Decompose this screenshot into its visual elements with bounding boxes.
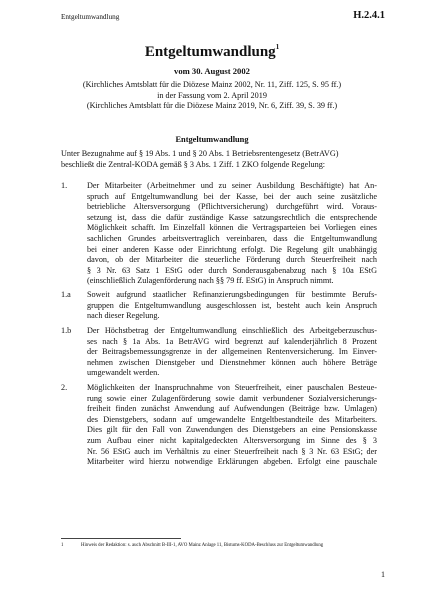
source-references [0, 80, 424, 112]
paragraph-line: Der Höchstbetrag der Entgeltumwandlung einschließlich des Arbeitgeberzuschus- [87, 326, 377, 335]
section-heading: Entgeltumwandlung [175, 135, 249, 144]
paragraph-line: des Dienstgebers, sodann auf umgewandelte Entgeltbestandteile des Mitarbeiters. [87, 414, 377, 424]
paragraph-line: rung sowie einer Zulagenförderung sowie damit verbundener Sozialversicherungs- [87, 393, 377, 403]
paragraph-line: (einschließlich Zulagenförderung nach §§ 79 ff. EStG) in Anspruch nimmt. [87, 276, 334, 286]
paragraph-1a [61, 290, 377, 322]
paragraph-line: umgewandelt werden. [87, 368, 160, 378]
paragraph-1b [61, 326, 377, 379]
paragraph-1 [61, 181, 377, 287]
paragraph-line: Mitarbeiter wird hierzu notwendige Erklärungen abgeben. Erfolgt eine pauschale [87, 457, 377, 467]
paragraph-line: bei einer anderen Kasse oder Einrichtung erfolgt. Die Regelung gilt unabhängig [87, 244, 377, 254]
paragraph-line: setzung ist, dass die dafür zuständige Kasse satzungsrechtlich die entsprechende [87, 212, 377, 222]
document-date: vom 30. August 2002 [174, 66, 250, 76]
paragraph-line: ses nach § 1a Abs. 1a BetrAVG wird begrenzt auf kalenderjährlich 8 Prozent [87, 336, 377, 346]
paragraph-number: 1. [61, 181, 68, 190]
footnote [61, 543, 323, 548]
source-line: (Kirchliches Amtsblatt für die Diözese Mainz 2002, Nr. 11, Ziff. 125, S. 95 ff.) [82, 80, 342, 89]
paragraph-line: Möglichkeiten der Inanspruchnahme von Steuerfreiheit, einer pauschalen Besteue- [87, 383, 377, 392]
paragraph-line: sachlichen Grundes arbeitsvertraglich vereinbaren, dass die Entgeltumwandlung [87, 233, 377, 243]
paragraph-line: zum Aufbau einer nicht kapitalgedeckten Altersversorgung im Sinne des § 3 [87, 435, 377, 445]
paragraph-number: 1.b [61, 326, 72, 335]
paragraph-line: freiheit finden zunächst Anwendung auf Aufwendungen (Beiträge bzw. Umlagen) [87, 404, 377, 414]
paragraph-line: § 3 Nr. 63 Satz 1 EStG oder durch Sonderausgabenabzug nach § 10a EStG [87, 265, 377, 275]
paragraph-line: gruppen die Entgeltumwandlung ausgeschlossen ist, besteht auch kein Anspruch [87, 300, 377, 310]
paragraph-2 [61, 383, 377, 468]
source-line: (Kirchliches Amtsblatt für die Diözese Mainz 2019, Nr. 6, Ziff. 39, S. 39 ff.) [86, 101, 338, 111]
source-line: in der Fassung vom 2. April 2019 [157, 90, 267, 100]
running-header-title: Entgeltumwandlung [61, 13, 120, 21]
document-title-text: Entgeltumwandlung [144, 44, 276, 60]
intro-line: Unter Bezugnahme auf § 19 Abs. 1 und § 20 Abs. 1 Betriebsrentengesetz (BetrAVG) [61, 149, 339, 158]
footnote-reference[interactable]: 1 [275, 43, 280, 51]
paragraph-line: Nr. 56 EStG auch im Verhältnis zu einer Steuerfreiheit nach § 3 Nr. 63 EStG; der [87, 446, 377, 456]
paragraph-line: betriebliche Altersversorgung (Pflichtversicherung) durchgeführt wird. Voraus- [87, 202, 377, 212]
running-header-code: H.2.4.1 [353, 10, 385, 21]
paragraph-number: 2. [61, 383, 68, 392]
paragraph-line: Dies gilt für den Fall von Zuwendungen des Dienstgebers an eine Pensionskasse [87, 425, 377, 435]
paragraph-line: nehmen zwischen Dienstgeber und Dienstnehmer können auch höhere Beträge [87, 357, 377, 367]
paragraph-line: Möglichkeit schafft. Im Einzelfall können die Vertragsparteien bei Vorliegen eines [87, 223, 377, 233]
paragraph-line: Der Mitarbeiter (Arbeitnehmer und zu seiner Ausbildung Beschäftigte) hat An- [87, 181, 377, 190]
paragraph-line: der Beitragsbemessungsgrenze in der allgemeinen Rentenversicherung. Im Einver- [87, 347, 377, 357]
footnote-divider [61, 538, 181, 539]
paragraph-line: nach dieser Regelung. [87, 311, 160, 321]
intro-paragraph [61, 149, 377, 170]
page-number: 1 [381, 570, 385, 579]
paragraph-line: Soweit aufgrund staatlicher Refinanzierungsbedingungen für bestimmte Berufs- [87, 290, 377, 299]
paragraph-line: davon, ob der Mitarbeiter die steuerliche Förderung durch Steuerfreiheit nach [87, 255, 377, 265]
footnote-number: 1 [61, 543, 64, 548]
intro-line: beschließt die Zentral-KODA gemäß § 3 Abs. 1 Ziff. 1 ZKO folgende Regelung: [61, 159, 326, 169]
footnote-text: Hinweis der Redaktion: s. auch Abschnitt B-III-1, AVO Mainz Anlage 11, Bistums-KODA-Beschluss zur Entgeltumwandlung [81, 543, 324, 548]
paragraph-line: spruch auf Entgeltumwandlung bei der Kasse, bei der auch seine zusätzliche [87, 191, 377, 201]
paragraph-number: 1.a [61, 290, 71, 299]
document-title [0, 44, 424, 61]
